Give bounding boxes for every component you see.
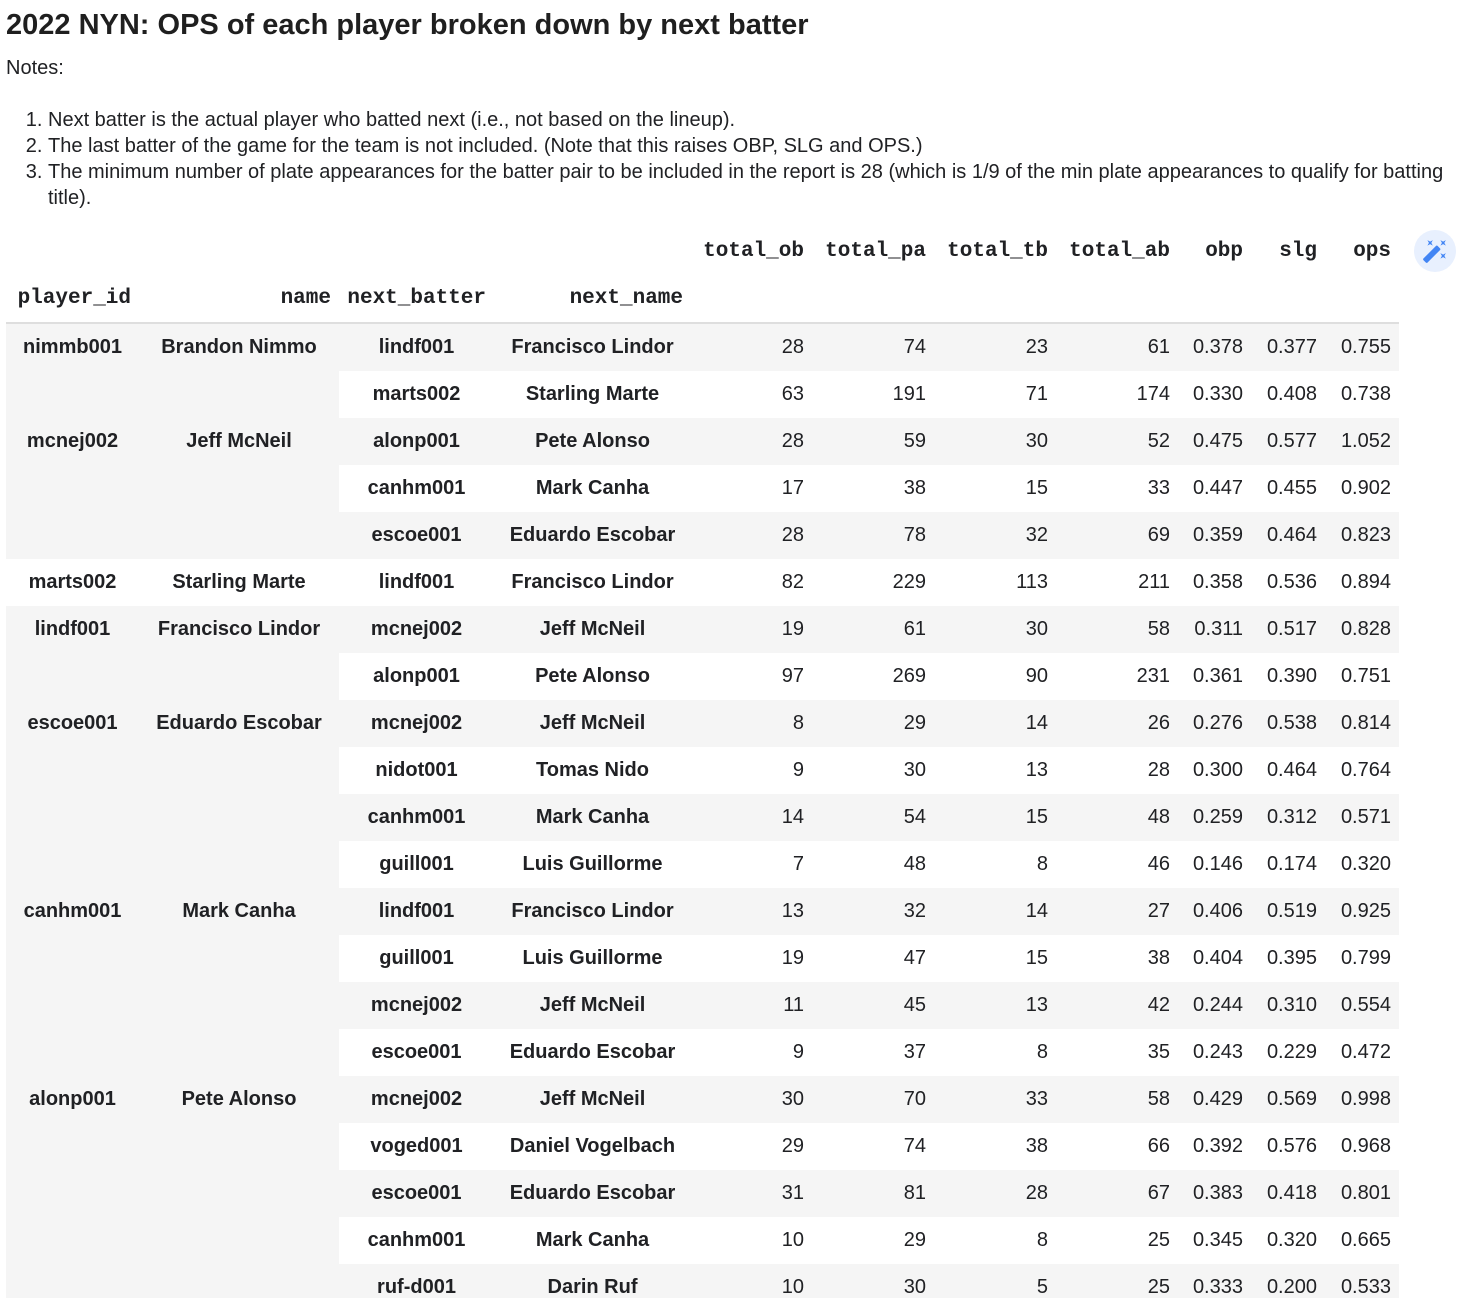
obp-cell: 0.383 xyxy=(1192,1182,1243,1204)
total_ob-cell: 17 xyxy=(781,477,804,499)
next-name-cell: Starling Marte xyxy=(525,383,660,405)
table-row xyxy=(6,888,1399,935)
table-row xyxy=(6,323,1399,371)
total_ob-cell: 7 xyxy=(792,853,804,875)
next-name-cell: Francisco Lindor xyxy=(511,336,674,358)
next-name-cell: Pete Alonso xyxy=(535,430,650,452)
total_pa-cell: 74 xyxy=(903,336,926,358)
next-name-cell: Mark Canha xyxy=(535,806,650,828)
ops-cell: 0.472 xyxy=(1340,1041,1391,1063)
obp-cell: 0.300 xyxy=(1192,759,1243,781)
obp-cell: 0.311 xyxy=(1194,618,1243,640)
next-name-cell: Eduardo Escobar xyxy=(509,524,676,546)
next-name-cell: Jeff McNeil xyxy=(539,1088,646,1110)
slg-cell: 0.536 xyxy=(1266,571,1317,593)
slg-cell: 0.455 xyxy=(1266,477,1317,499)
index-level-header-next_batter: next_batter xyxy=(339,275,494,323)
total_tb-cell: 30 xyxy=(1025,430,1048,452)
column-header-total_pa: total_pa xyxy=(812,228,934,275)
total_ob-cell: 9 xyxy=(792,759,804,781)
total_tb-cell: 32 xyxy=(1025,524,1048,546)
total_ob-cell: 82 xyxy=(781,571,804,593)
next-batter-cell: escoe001 xyxy=(371,1182,462,1204)
table-row xyxy=(6,700,1399,747)
player-name-cell: Starling Marte xyxy=(172,571,306,593)
total_ab-cell: 58 xyxy=(1147,1088,1170,1110)
ops-cell: 0.828 xyxy=(1340,618,1391,640)
ops-cell: 0.823 xyxy=(1340,524,1391,546)
total_ob-cell: 14 xyxy=(781,806,804,828)
next-name-cell: Francisco Lindor xyxy=(511,571,674,593)
total_ab-cell: 33 xyxy=(1147,477,1170,499)
total_tb-cell: 90 xyxy=(1025,665,1048,687)
total_ob-cell: 9 xyxy=(792,1041,804,1063)
obp-cell: 0.146 xyxy=(1192,853,1243,875)
total_ob-cell: 11 xyxy=(783,994,804,1016)
ops-cell: 0.925 xyxy=(1340,900,1391,922)
obp-cell: 0.359 xyxy=(1192,524,1243,546)
slg-cell: 0.312 xyxy=(1266,806,1317,828)
slg-cell: 0.464 xyxy=(1266,524,1317,546)
slg-cell: 0.390 xyxy=(1266,665,1317,687)
ops-cell: 0.801 xyxy=(1340,1182,1391,1204)
next-batter-cell: guill001 xyxy=(379,947,454,969)
next-batter-cell: alonp001 xyxy=(373,430,460,452)
total_pa-cell: 74 xyxy=(903,1135,926,1157)
next-batter-cell: ruf-d001 xyxy=(377,1276,456,1298)
slg-cell: 0.576 xyxy=(1266,1135,1317,1157)
total_ab-cell: 58 xyxy=(1147,618,1170,640)
next-batter-cell: lindf001 xyxy=(378,571,455,593)
column-header-total_ob: total_ob xyxy=(691,228,812,275)
player-id-cell: mcnej002 xyxy=(26,430,119,452)
slg-cell: 0.174 xyxy=(1266,853,1317,875)
total_tb-cell: 30 xyxy=(1025,618,1048,640)
total_ab-cell: 25 xyxy=(1147,1276,1170,1298)
index-level-header-player_id: player_id xyxy=(6,275,139,323)
total_ab-cell: 26 xyxy=(1147,712,1170,734)
table-row xyxy=(6,559,1399,606)
magic-wand-icon xyxy=(1422,238,1448,264)
table-row xyxy=(6,606,1399,653)
ops-cell: 0.998 xyxy=(1340,1088,1391,1110)
header-row-columns xyxy=(6,228,1399,275)
total_pa-cell: 30 xyxy=(903,1276,926,1298)
next-batter-cell: lindf001 xyxy=(378,900,455,922)
total_pa-cell: 48 xyxy=(903,853,926,875)
next-name-cell: Tomas Nido xyxy=(536,759,649,781)
next-batter-cell: canhm001 xyxy=(367,477,466,499)
next-batter-cell: marts002 xyxy=(372,383,461,405)
obp-cell: 0.243 xyxy=(1192,1041,1243,1063)
next-name-cell: Mark Canha xyxy=(535,1229,650,1251)
next-name-cell: Luis Guillorme xyxy=(522,853,663,875)
total_tb-cell: 28 xyxy=(1025,1182,1048,1204)
slg-cell: 0.377 xyxy=(1266,336,1317,358)
note-item: 2. The last batter of the game for the team is not included. (Note that this raises OBP, SLG and OPS.) xyxy=(48,133,1468,159)
next-name-cell: Darin Ruf xyxy=(547,1276,638,1298)
next-name-cell: Eduardo Escobar xyxy=(509,1182,676,1204)
total_tb-cell: 113 xyxy=(1016,571,1048,593)
slg-cell: 0.464 xyxy=(1266,759,1317,781)
total_tb-cell: 14 xyxy=(1025,712,1048,734)
next-batter-cell: nidot001 xyxy=(375,759,458,781)
next-batter-cell: voged001 xyxy=(370,1135,463,1157)
column-header-obp: obp xyxy=(1178,228,1251,275)
player-id-cell: lindf001 xyxy=(34,618,111,640)
obp-cell: 0.276 xyxy=(1192,712,1243,734)
index-level-spacer-total_ab xyxy=(1056,275,1178,323)
total_tb-cell: 33 xyxy=(1025,1088,1048,1110)
player-name-cell: Jeff McNeil xyxy=(186,430,292,452)
note-item: 1. Next batter is the actual player who batted next (i.e., not based on the lineup). xyxy=(48,107,1468,133)
obp-cell: 0.392 xyxy=(1192,1135,1243,1157)
next-name-cell: Mark Canha xyxy=(535,477,650,499)
obp-cell: 0.378 xyxy=(1192,336,1243,358)
total_tb-cell: 8 xyxy=(1036,1229,1048,1251)
note-item: 3. The minimum number of plate appearances for the batter pair to be included in the report is 28 (which is 1/9 of the min plate appearances to qualify for batting title). xyxy=(48,159,1468,211)
total_ob-cell: 8 xyxy=(792,712,804,734)
next-batter-cell: mcnej002 xyxy=(370,994,463,1016)
total_ob-cell: 30 xyxy=(781,1088,804,1110)
ops-cell: 0.738 xyxy=(1340,383,1391,405)
ops-cell: 0.755 xyxy=(1340,336,1391,358)
total_ob-cell: 28 xyxy=(781,524,804,546)
ops-cell: 0.814 xyxy=(1340,712,1391,734)
total_ab-cell: 46 xyxy=(1147,853,1170,875)
table-row xyxy=(6,1076,1399,1123)
total_tb-cell: 14 xyxy=(1025,900,1048,922)
next-batter-cell: escoe001 xyxy=(371,524,462,546)
total_tb-cell: 13 xyxy=(1025,994,1048,1016)
index-level-spacer-total_pa xyxy=(812,275,934,323)
total_pa-cell: 47 xyxy=(903,947,926,969)
next-batter-cell: canhm001 xyxy=(367,806,466,828)
slg-cell: 0.229 xyxy=(1266,1041,1317,1063)
table-row xyxy=(6,418,1399,465)
index-level-spacer-total_ob xyxy=(691,275,812,323)
total_ab-cell: 52 xyxy=(1147,430,1170,452)
total_tb-cell: 5 xyxy=(1036,1276,1048,1298)
total_pa-cell: 81 xyxy=(903,1182,926,1204)
ops-cell: 0.751 xyxy=(1340,665,1391,687)
header-row-index-levels xyxy=(6,275,1399,323)
ops-cell: 0.902 xyxy=(1340,477,1391,499)
notes-label: Notes: xyxy=(6,57,64,79)
slg-cell: 0.408 xyxy=(1266,383,1317,405)
ops-cell: 0.968 xyxy=(1340,1135,1391,1157)
player-id-cell: marts002 xyxy=(28,571,117,593)
total_pa-cell: 61 xyxy=(903,618,926,640)
player-id-cell: canhm001 xyxy=(23,900,122,922)
slg-cell: 0.577 xyxy=(1266,430,1317,452)
obp-cell: 0.358 xyxy=(1192,571,1243,593)
ops-table xyxy=(6,228,1399,1298)
total_ab-cell: 28 xyxy=(1147,759,1170,781)
player-name-cell: Brandon Nimmo xyxy=(161,336,317,358)
dataframe-container xyxy=(6,228,1468,1298)
obp-cell: 0.333 xyxy=(1192,1276,1243,1298)
total_tb-cell: 15 xyxy=(1025,947,1048,969)
total_tb-cell: 8 xyxy=(1036,1041,1048,1063)
total_ab-cell: 35 xyxy=(1147,1041,1170,1063)
total_tb-cell: 71 xyxy=(1025,383,1048,405)
slg-cell: 0.418 xyxy=(1266,1182,1317,1204)
obp-cell: 0.406 xyxy=(1192,900,1243,922)
ops-cell: 1.052 xyxy=(1340,430,1391,452)
total_ob-cell: 97 xyxy=(781,665,804,687)
total_tb-cell: 38 xyxy=(1025,1135,1048,1157)
slg-cell: 0.395 xyxy=(1266,947,1317,969)
slg-cell: 0.569 xyxy=(1266,1088,1317,1110)
interactive-table-button[interactable] xyxy=(1414,230,1456,272)
total_pa-cell: 29 xyxy=(903,1229,926,1251)
total_pa-cell: 37 xyxy=(903,1041,926,1063)
column-header-total_tb: total_tb xyxy=(934,228,1056,275)
obp-cell: 0.244 xyxy=(1192,994,1243,1016)
next-batter-cell: mcnej002 xyxy=(370,712,463,734)
ops-cell: 0.665 xyxy=(1340,1229,1391,1251)
column-header-total_ab: total_ab xyxy=(1056,228,1178,275)
next-batter-cell: lindf001 xyxy=(378,336,455,358)
obp-cell: 0.404 xyxy=(1192,947,1243,969)
next-name-cell: Eduardo Escobar xyxy=(509,1041,676,1063)
next-batter-cell: guill001 xyxy=(379,853,454,875)
index-spacer xyxy=(6,228,691,275)
obp-cell: 0.361 xyxy=(1192,665,1243,687)
player-name-cell: Eduardo Escobar xyxy=(156,712,322,734)
total_pa-cell: 191 xyxy=(892,383,926,405)
total_tb-cell: 8 xyxy=(1036,853,1048,875)
total_ab-cell: 174 xyxy=(1136,383,1170,405)
slg-cell: 0.517 xyxy=(1266,618,1317,640)
total_pa-cell: 45 xyxy=(903,994,926,1016)
total_ob-cell: 28 xyxy=(781,430,804,452)
player-name-cell: Mark Canha xyxy=(182,900,296,922)
obp-cell: 0.429 xyxy=(1192,1088,1243,1110)
obp-cell: 0.330 xyxy=(1192,383,1243,405)
total_ob-cell: 63 xyxy=(781,383,804,405)
total_ab-cell: 48 xyxy=(1147,806,1170,828)
obp-cell: 0.259 xyxy=(1192,806,1243,828)
total_ab-cell: 42 xyxy=(1147,994,1170,1016)
total_ob-cell: 10 xyxy=(781,1276,804,1298)
total_ob-cell: 19 xyxy=(781,618,804,640)
slg-cell: 0.310 xyxy=(1266,994,1317,1016)
column-header-slg: slg xyxy=(1251,228,1325,275)
player-name-cell: Francisco Lindor xyxy=(157,618,321,640)
next-name-cell: Luis Guillorme xyxy=(522,947,663,969)
total_tb-cell: 15 xyxy=(1025,477,1048,499)
index-level-spacer-obp xyxy=(1178,275,1251,323)
index-level-header-name: name xyxy=(139,275,339,323)
total_ob-cell: 28 xyxy=(781,336,804,358)
ops-cell: 0.799 xyxy=(1340,947,1391,969)
next-batter-cell: mcnej002 xyxy=(370,1088,463,1110)
column-header-ops: ops xyxy=(1325,228,1399,275)
next-name-cell: Jeff McNeil xyxy=(539,994,646,1016)
ops-cell: 0.894 xyxy=(1340,571,1391,593)
total_ab-cell: 211 xyxy=(1138,571,1170,593)
total_ab-cell: 27 xyxy=(1147,900,1170,922)
total_pa-cell: 78 xyxy=(903,524,926,546)
ops-cell: 0.320 xyxy=(1340,853,1391,875)
slg-cell: 0.200 xyxy=(1266,1276,1317,1298)
total_ab-cell: 38 xyxy=(1147,947,1170,969)
slg-cell: 0.538 xyxy=(1266,712,1317,734)
slg-cell: 0.320 xyxy=(1266,1229,1317,1251)
ops-cell: 0.571 xyxy=(1340,806,1391,828)
obp-cell: 0.475 xyxy=(1192,430,1243,452)
total_tb-cell: 23 xyxy=(1025,336,1048,358)
total_tb-cell: 15 xyxy=(1025,806,1048,828)
next-name-cell: Jeff McNeil xyxy=(539,618,646,640)
next-name-cell: Jeff McNeil xyxy=(539,712,646,734)
total_ab-cell: 67 xyxy=(1147,1182,1170,1204)
ops-cell: 0.554 xyxy=(1340,994,1391,1016)
index-level-spacer-slg xyxy=(1251,275,1325,323)
total_ab-cell: 231 xyxy=(1136,665,1170,687)
total_pa-cell: 32 xyxy=(903,900,926,922)
player-name-cell: Pete Alonso xyxy=(181,1088,297,1110)
total_ab-cell: 61 xyxy=(1147,336,1170,358)
notes-list xyxy=(6,107,1468,211)
next-name-cell: Pete Alonso xyxy=(535,665,650,687)
next-batter-cell: mcnej002 xyxy=(370,618,463,640)
next-batter-cell: escoe001 xyxy=(371,1041,462,1063)
player-id-cell: escoe001 xyxy=(27,712,118,734)
slg-cell: 0.519 xyxy=(1266,900,1317,922)
total_ob-cell: 10 xyxy=(781,1229,804,1251)
total_ab-cell: 69 xyxy=(1147,524,1170,546)
obp-cell: 0.447 xyxy=(1192,477,1243,499)
index-level-header-next_name: next_name xyxy=(494,275,691,323)
total_ob-cell: 13 xyxy=(781,900,804,922)
total_pa-cell: 70 xyxy=(903,1088,926,1110)
total_pa-cell: 59 xyxy=(903,430,926,452)
total_ob-cell: 19 xyxy=(781,947,804,969)
total_ab-cell: 25 xyxy=(1147,1229,1170,1251)
next-name-cell: Francisco Lindor xyxy=(511,900,674,922)
page-title: 2022 NYN: OPS of each player broken down by next batter xyxy=(6,9,809,41)
player-id-cell: alonp001 xyxy=(29,1088,116,1110)
total_pa-cell: 269 xyxy=(892,665,926,687)
total_pa-cell: 30 xyxy=(903,759,926,781)
total_ob-cell: 31 xyxy=(781,1182,804,1204)
player-id-cell: nimmb001 xyxy=(23,336,122,358)
index-level-spacer-ops xyxy=(1325,275,1399,323)
obp-cell: 0.345 xyxy=(1192,1229,1243,1251)
total_pa-cell: 29 xyxy=(903,712,926,734)
ops-cell: 0.764 xyxy=(1340,759,1391,781)
index-level-spacer-total_tb xyxy=(934,275,1056,323)
total_pa-cell: 38 xyxy=(903,477,926,499)
next-name-cell: Daniel Vogelbach xyxy=(509,1135,676,1157)
next-batter-cell: alonp001 xyxy=(373,665,460,687)
total_ob-cell: 29 xyxy=(781,1135,804,1157)
next-batter-cell: canhm001 xyxy=(367,1229,466,1251)
total_ab-cell: 66 xyxy=(1147,1135,1170,1157)
ops-cell: 0.533 xyxy=(1340,1276,1391,1298)
total_tb-cell: 13 xyxy=(1025,759,1048,781)
total_pa-cell: 54 xyxy=(903,806,926,828)
total_pa-cell: 229 xyxy=(892,571,926,593)
